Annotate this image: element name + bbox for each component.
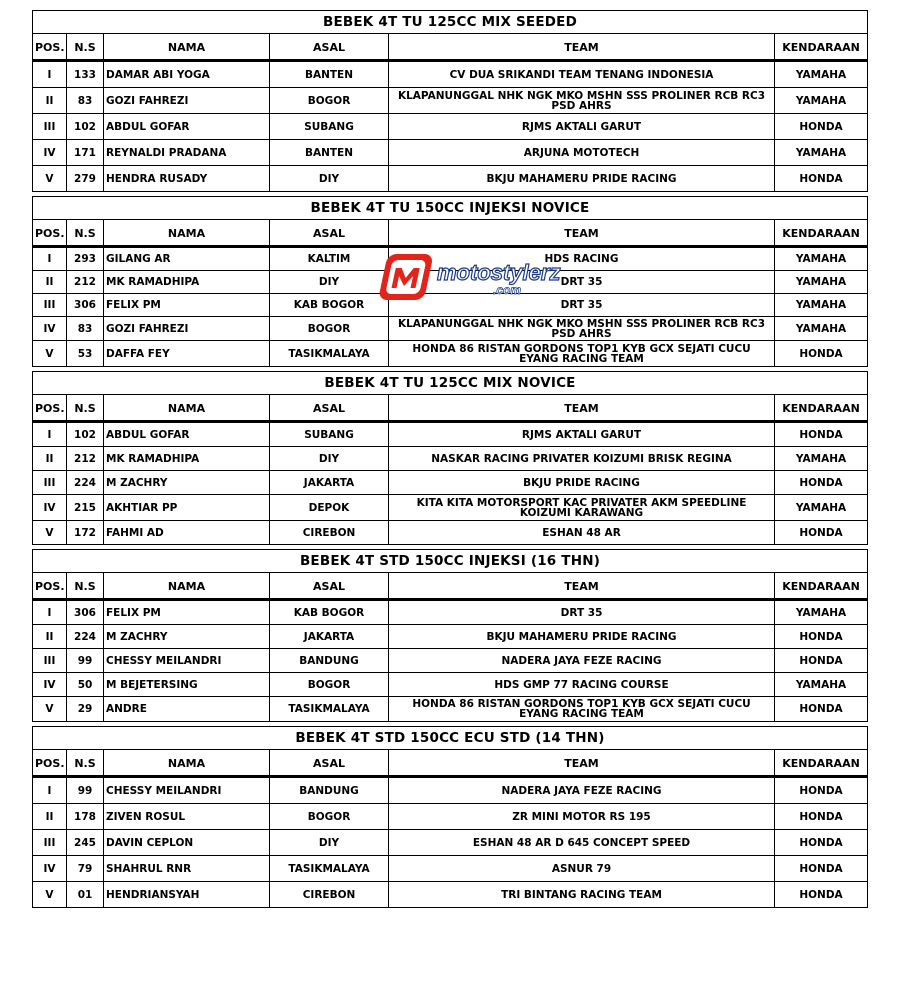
cell-kendaraan: HONDA bbox=[775, 856, 868, 882]
cell-kendaraan: YAMAHA bbox=[775, 495, 868, 521]
cell-kendaraan: HONDA bbox=[775, 423, 868, 447]
results-table bbox=[32, 10, 868, 908]
cell-team: DRT 35 bbox=[389, 601, 775, 625]
column-header-row bbox=[33, 750, 868, 778]
column-header-pos: POS. bbox=[33, 395, 67, 423]
table-row bbox=[33, 697, 868, 722]
cell-nama: GOZI FAHREZI bbox=[104, 317, 270, 341]
cell-team: ASNUR 79 bbox=[389, 856, 775, 882]
cell-ns: 171 bbox=[67, 140, 104, 166]
column-header-asal: ASAL bbox=[270, 395, 389, 423]
cell-asal: DIY bbox=[270, 166, 389, 192]
table-row bbox=[33, 140, 868, 166]
cell-nama: HENDRA RUSADY bbox=[104, 166, 270, 192]
column-header-team: TEAM bbox=[389, 34, 775, 62]
column-header-ns: N.S bbox=[67, 34, 104, 62]
cell-asal: BANTEN bbox=[270, 62, 389, 88]
cell-asal: TASIKMALAYA bbox=[270, 341, 389, 367]
cell-ns: 99 bbox=[67, 778, 104, 804]
cell-pos: II bbox=[33, 625, 67, 649]
table-row bbox=[33, 423, 868, 447]
table-row bbox=[33, 804, 868, 830]
cell-team: KITA KITA MOTORSPORT KAC PRIVATER AKM SPEEDLINE KOIZUMI KARAWANG bbox=[389, 495, 775, 521]
cell-nama: FELIX PM bbox=[104, 601, 270, 625]
cell-ns: 102 bbox=[67, 114, 104, 140]
table-row bbox=[33, 856, 868, 882]
cell-asal: SUBANG bbox=[270, 423, 389, 447]
section-title-row bbox=[33, 11, 868, 34]
column-header-nama: NAMA bbox=[104, 750, 270, 778]
cell-asal: DIY bbox=[270, 830, 389, 856]
cell-team: ZR MINI MOTOR RS 195 bbox=[389, 804, 775, 830]
cell-team: HONDA 86 RISTAN GORDONS TOP1 KYB GCX SEJATI CUCU EYANG RACING TEAM bbox=[389, 341, 775, 367]
cell-pos: IV bbox=[33, 856, 67, 882]
table-row bbox=[33, 882, 868, 908]
cell-asal: BANDUNG bbox=[270, 649, 389, 673]
cell-team: NASKAR RACING PRIVATER KOIZUMI BRISK REGINA bbox=[389, 447, 775, 471]
column-header-kendaraan: KENDARAAN bbox=[775, 34, 868, 62]
cell-kendaraan: YAMAHA bbox=[775, 447, 868, 471]
cell-pos: II bbox=[33, 88, 67, 114]
column-header-ns: N.S bbox=[67, 395, 104, 423]
cell-team: BKJU MAHAMERU PRIDE RACING bbox=[389, 166, 775, 192]
cell-nama: DAMAR ABI YOGA bbox=[104, 62, 270, 88]
column-header-team: TEAM bbox=[389, 395, 775, 423]
cell-ns: 224 bbox=[67, 471, 104, 495]
cell-asal: BOGOR bbox=[270, 88, 389, 114]
column-header-pos: POS. bbox=[33, 573, 67, 601]
cell-nama: HENDRIANSYAH bbox=[104, 882, 270, 908]
cell-team: NADERA JAYA FEZE RACING bbox=[389, 649, 775, 673]
cell-asal: CIREBON bbox=[270, 882, 389, 908]
column-header-ns: N.S bbox=[67, 750, 104, 778]
table-row bbox=[33, 521, 868, 545]
cell-ns: 50 bbox=[67, 673, 104, 697]
cell-kendaraan: HONDA bbox=[775, 778, 868, 804]
cell-ns: 293 bbox=[67, 248, 104, 271]
column-header-team: TEAM bbox=[389, 573, 775, 601]
cell-kendaraan: HONDA bbox=[775, 341, 868, 367]
section-title: BEBEK 4T TU 150CC INJEKSI NOVICE bbox=[33, 197, 868, 220]
cell-pos: II bbox=[33, 271, 67, 294]
cell-ns: 215 bbox=[67, 495, 104, 521]
column-header-nama: NAMA bbox=[104, 34, 270, 62]
cell-team: HDS GMP 77 RACING COURSE bbox=[389, 673, 775, 697]
column-header-ns: N.S bbox=[67, 220, 104, 248]
cell-team: KLAPANUNGGAL NHK NGK MKO MSHN SSS PROLINER RCB RC3 PSD AHRS bbox=[389, 317, 775, 341]
section-title-row bbox=[33, 372, 868, 395]
table-row bbox=[33, 341, 868, 367]
cell-kendaraan: YAMAHA bbox=[775, 140, 868, 166]
cell-pos: IV bbox=[33, 140, 67, 166]
cell-pos: III bbox=[33, 830, 67, 856]
column-header-asal: ASAL bbox=[270, 220, 389, 248]
cell-kendaraan: YAMAHA bbox=[775, 317, 868, 341]
cell-asal: SUBANG bbox=[270, 114, 389, 140]
table-row bbox=[33, 317, 868, 341]
cell-ns: 99 bbox=[67, 649, 104, 673]
cell-team: DRT 35 bbox=[389, 271, 775, 294]
cell-asal: KAB BOGOR bbox=[270, 601, 389, 625]
cell-ns: 53 bbox=[67, 341, 104, 367]
cell-pos: III bbox=[33, 294, 67, 317]
cell-kendaraan: YAMAHA bbox=[775, 62, 868, 88]
cell-pos: III bbox=[33, 649, 67, 673]
results-document bbox=[32, 10, 867, 908]
cell-team: BKJU MAHAMERU PRIDE RACING bbox=[389, 625, 775, 649]
cell-pos: V bbox=[33, 341, 67, 367]
column-header-kendaraan: KENDARAAN bbox=[775, 573, 868, 601]
cell-asal: DIY bbox=[270, 447, 389, 471]
cell-nama: M BEJETERSING bbox=[104, 673, 270, 697]
column-header-kendaraan: KENDARAAN bbox=[775, 750, 868, 778]
cell-pos: IV bbox=[33, 673, 67, 697]
column-header-nama: NAMA bbox=[104, 220, 270, 248]
table-row bbox=[33, 601, 868, 625]
table-row bbox=[33, 88, 868, 114]
cell-pos: I bbox=[33, 248, 67, 271]
column-header-team: TEAM bbox=[389, 750, 775, 778]
section-title: BEBEK 4T TU 125CC MIX SEEDED bbox=[33, 11, 868, 34]
cell-kendaraan: HONDA bbox=[775, 697, 868, 722]
cell-pos: I bbox=[33, 601, 67, 625]
cell-pos: I bbox=[33, 423, 67, 447]
section-title: BEBEK 4T STD 150CC ECU STD (14 THN) bbox=[33, 727, 868, 750]
cell-asal: TASIKMALAYA bbox=[270, 856, 389, 882]
cell-nama: GILANG AR bbox=[104, 248, 270, 271]
cell-kendaraan: HONDA bbox=[775, 804, 868, 830]
column-header-row bbox=[33, 395, 868, 423]
cell-asal: BOGOR bbox=[270, 317, 389, 341]
cell-ns: 212 bbox=[67, 447, 104, 471]
cell-nama: M ZACHRY bbox=[104, 625, 270, 649]
column-header-team: TEAM bbox=[389, 220, 775, 248]
cell-kendaraan: HONDA bbox=[775, 625, 868, 649]
column-header-ns: N.S bbox=[67, 573, 104, 601]
cell-nama: M ZACHRY bbox=[104, 471, 270, 495]
cell-team: CV DUA SRIKANDI TEAM TENANG INDONESIA bbox=[389, 62, 775, 88]
column-header-pos: POS. bbox=[33, 750, 67, 778]
cell-team: RJMS AKTALI GARUT bbox=[389, 423, 775, 447]
cell-nama: FAHMI AD bbox=[104, 521, 270, 545]
cell-team: HONDA 86 RISTAN GORDONS TOP1 KYB GCX SEJATI CUCU EYANG RACING TEAM bbox=[389, 697, 775, 722]
column-header-asal: ASAL bbox=[270, 34, 389, 62]
cell-asal: BOGOR bbox=[270, 673, 389, 697]
cell-ns: 29 bbox=[67, 697, 104, 722]
cell-kendaraan: HONDA bbox=[775, 521, 868, 545]
column-header-asal: ASAL bbox=[270, 750, 389, 778]
cell-nama: CHESSY MEILANDRI bbox=[104, 778, 270, 804]
section-title-row bbox=[33, 550, 868, 573]
cell-asal: BANTEN bbox=[270, 140, 389, 166]
cell-pos: III bbox=[33, 114, 67, 140]
motostylerz-logo bbox=[375, 248, 561, 306]
cell-nama: ABDUL GOFAR bbox=[104, 114, 270, 140]
cell-team: NADERA JAYA FEZE RACING bbox=[389, 778, 775, 804]
column-header-row bbox=[33, 34, 868, 62]
cell-team: RJMS AKTALI GARUT bbox=[389, 114, 775, 140]
cell-asal: JAKARTA bbox=[270, 625, 389, 649]
cell-team: DRT 35 bbox=[389, 294, 775, 317]
logo-wordmark: motostylerz bbox=[437, 260, 561, 285]
table-row bbox=[33, 625, 868, 649]
cell-ns: 212 bbox=[67, 271, 104, 294]
cell-nama: SHAHRUL RNR bbox=[104, 856, 270, 882]
cell-nama: FELIX PM bbox=[104, 294, 270, 317]
cell-nama: ANDRE bbox=[104, 697, 270, 722]
section-title: BEBEK 4T TU 125CC MIX NOVICE bbox=[33, 372, 868, 395]
cell-ns: 306 bbox=[67, 601, 104, 625]
cell-nama: ABDUL GOFAR bbox=[104, 423, 270, 447]
section-title-row bbox=[33, 197, 868, 220]
column-header-kendaraan: KENDARAAN bbox=[775, 395, 868, 423]
cell-ns: 172 bbox=[67, 521, 104, 545]
column-header-row bbox=[33, 573, 868, 601]
logo-suffix: .com bbox=[493, 283, 522, 297]
cell-pos: V bbox=[33, 882, 67, 908]
column-header-kendaraan: KENDARAAN bbox=[775, 220, 868, 248]
cell-asal: BANDUNG bbox=[270, 778, 389, 804]
column-header-pos: POS. bbox=[33, 220, 67, 248]
cell-kendaraan: HONDA bbox=[775, 649, 868, 673]
cell-pos: V bbox=[33, 166, 67, 192]
cell-kendaraan: YAMAHA bbox=[775, 248, 868, 271]
table-row bbox=[33, 673, 868, 697]
cell-nama: GOZI FAHREZI bbox=[104, 88, 270, 114]
cell-asal: DIY bbox=[270, 271, 389, 294]
table-row bbox=[33, 471, 868, 495]
cell-nama: ZIVEN ROSUL bbox=[104, 804, 270, 830]
cell-ns: 178 bbox=[67, 804, 104, 830]
cell-nama: REYNALDI PRADANA bbox=[104, 140, 270, 166]
cell-asal: JAKARTA bbox=[270, 471, 389, 495]
table-row bbox=[33, 114, 868, 140]
cell-pos: II bbox=[33, 447, 67, 471]
cell-pos: III bbox=[33, 471, 67, 495]
cell-pos: I bbox=[33, 778, 67, 804]
table-row bbox=[33, 62, 868, 88]
cell-pos: V bbox=[33, 697, 67, 722]
cell-ns: 83 bbox=[67, 88, 104, 114]
cell-nama: AKHTIAR PP bbox=[104, 495, 270, 521]
column-header-nama: NAMA bbox=[104, 573, 270, 601]
cell-kendaraan: HONDA bbox=[775, 471, 868, 495]
cell-asal: DEPOK bbox=[270, 495, 389, 521]
cell-kendaraan: HONDA bbox=[775, 166, 868, 192]
cell-kendaraan: HONDA bbox=[775, 830, 868, 856]
cell-kendaraan: YAMAHA bbox=[775, 673, 868, 697]
cell-ns: 245 bbox=[67, 830, 104, 856]
cell-team: BKJU PRIDE RACING bbox=[389, 471, 775, 495]
cell-ns: 224 bbox=[67, 625, 104, 649]
cell-pos: I bbox=[33, 62, 67, 88]
column-header-nama: NAMA bbox=[104, 395, 270, 423]
cell-asal: CIREBON bbox=[270, 521, 389, 545]
cell-team: ESHAN 48 AR D 645 CONCEPT SPEED bbox=[389, 830, 775, 856]
cell-team: KLAPANUNGGAL NHK NGK MKO MSHN SSS PROLINER RCB RC3 PSD AHRS bbox=[389, 88, 775, 114]
cell-nama: MK RAMADHIPA bbox=[104, 447, 270, 471]
cell-ns: 83 bbox=[67, 317, 104, 341]
column-header-asal: ASAL bbox=[270, 573, 389, 601]
table-row bbox=[33, 830, 868, 856]
cell-kendaraan: YAMAHA bbox=[775, 88, 868, 114]
column-header-pos: POS. bbox=[33, 34, 67, 62]
cell-asal: TASIKMALAYA bbox=[270, 697, 389, 722]
section-title-row bbox=[33, 727, 868, 750]
cell-team: HDS RACING bbox=[389, 248, 775, 271]
cell-pos: IV bbox=[33, 495, 67, 521]
cell-kendaraan: HONDA bbox=[775, 114, 868, 140]
cell-asal: KALTIM bbox=[270, 248, 389, 271]
cell-pos: V bbox=[33, 521, 67, 545]
cell-team: ESHAN 48 AR bbox=[389, 521, 775, 545]
table-row bbox=[33, 447, 868, 471]
cell-ns: 306 bbox=[67, 294, 104, 317]
cell-nama: DAVIN CEPLON bbox=[104, 830, 270, 856]
table-row bbox=[33, 166, 868, 192]
cell-kendaraan: YAMAHA bbox=[775, 601, 868, 625]
cell-team: TRI BINTANG RACING TEAM bbox=[389, 882, 775, 908]
cell-ns: 102 bbox=[67, 423, 104, 447]
cell-ns: 133 bbox=[67, 62, 104, 88]
cell-kendaraan: HONDA bbox=[775, 882, 868, 908]
cell-nama: DAFFA FEY bbox=[104, 341, 270, 367]
cell-nama: CHESSY MEILANDRI bbox=[104, 649, 270, 673]
cell-kendaraan: YAMAHA bbox=[775, 271, 868, 294]
cell-asal: BOGOR bbox=[270, 804, 389, 830]
table-row bbox=[33, 778, 868, 804]
cell-kendaraan: YAMAHA bbox=[775, 294, 868, 317]
cell-nama: MK RAMADHIPA bbox=[104, 271, 270, 294]
table-row bbox=[33, 495, 868, 521]
cell-ns: 79 bbox=[67, 856, 104, 882]
cell-ns: 01 bbox=[67, 882, 104, 908]
cell-pos: IV bbox=[33, 317, 67, 341]
section-title: BEBEK 4T STD 150CC INJEKSI (16 THN) bbox=[33, 550, 868, 573]
table-row bbox=[33, 649, 868, 673]
cell-ns: 279 bbox=[67, 166, 104, 192]
cell-pos: II bbox=[33, 804, 67, 830]
cell-team: ARJUNA MOTOTECH bbox=[389, 140, 775, 166]
cell-asal: KAB BOGOR bbox=[270, 294, 389, 317]
column-header-row bbox=[33, 220, 868, 248]
